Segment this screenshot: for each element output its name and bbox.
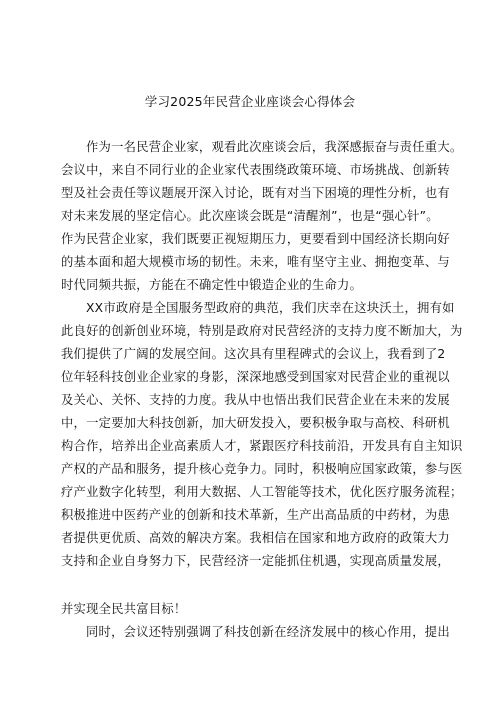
paragraph-line: 中，一定要加大科技创新，加大研发投入，要积极争取与高校、科研机 <box>61 416 450 430</box>
document-body <box>61 136 463 573</box>
paragraph-line: 疗产业数字化转型，利用大数据、人工智能等技术，优化医疗服务流程； <box>61 485 463 499</box>
paragraph-line: 的基本面和超大规模市场的韧性。未来，唯有坚守主业、拥抱变革、与 <box>61 255 450 269</box>
paragraph-line: 位年轻科技创业企业家的身影，深深地感受到国家对民营企业的重视以 <box>61 370 450 384</box>
paragraph-line: 会议中，来自不同行业的企业家代表围绕政策环境、市场挑战、创新转 <box>61 163 450 177</box>
paragraph-line: 产权的产品和服务，提升核心竞争力。同时，积极响应国家政策，参与医 <box>61 462 463 476</box>
paragraph-line: 时代同频共振，方能在不确定性中锻造企业的生命力。 <box>61 278 363 292</box>
paragraph-line: 积极推进中医药产业的创新和技术革新，生产出高品质的中药材，为患 <box>61 508 450 522</box>
paragraph-line: 构合作，培养出企业高素质人才，紧跟医疗科技前沿，开发具有自主知识 <box>61 439 463 453</box>
paragraph-line: 对未来发展的坚定信心。此次座谈会既是“清醒剂”，也是“强心针”。 <box>61 209 439 223</box>
paragraph-line: 同时，会议还特别强调了科技创新在经济发展中的核心作用，提出 <box>86 625 450 639</box>
paragraph-line: 此良好的创新创业环境，特别是政府对民营经济的支持力度不断加大，为 <box>61 324 463 338</box>
paragraph-line: 及关心、关怀、支持的力度。我从中也悟出我们民营企业在未来的发展 <box>61 393 450 407</box>
paragraph-line: XX市政府是全国服务型政府的典范，我们庆幸在这块沃土，拥有如 <box>86 301 455 315</box>
paragraph-line: 作为民营企业家，我们既要正视短期压力，更要看到中国经济长期向好 <box>61 232 450 246</box>
paragraph-line: 支持和企业自身努力下，民营经济一定能抓住机遇，实现高质量发展， <box>61 554 450 568</box>
paragraph-line: 型及社会责任等议题展开深入讨论，既有对当下困境的理性分析，也有 <box>61 186 450 200</box>
document-body-continued <box>61 598 455 644</box>
paragraph-line: 作为一名民营企业家，观看此次座谈会后，我深感振奋与责任重大。 <box>86 140 463 154</box>
paragraph-line: 并实现全民共富目标！ <box>61 602 187 616</box>
document-title: 学习2025年民营企业座谈会心得体会 <box>144 94 356 109</box>
paragraph-line: 者提供更优质、高效的解决方案。我相信在国家和地方政府的政策大力 <box>61 531 450 545</box>
paragraph-line: 我们提供了广阔的发展空间。这次具有里程碑式的会议上，我看到了2 <box>61 347 446 361</box>
